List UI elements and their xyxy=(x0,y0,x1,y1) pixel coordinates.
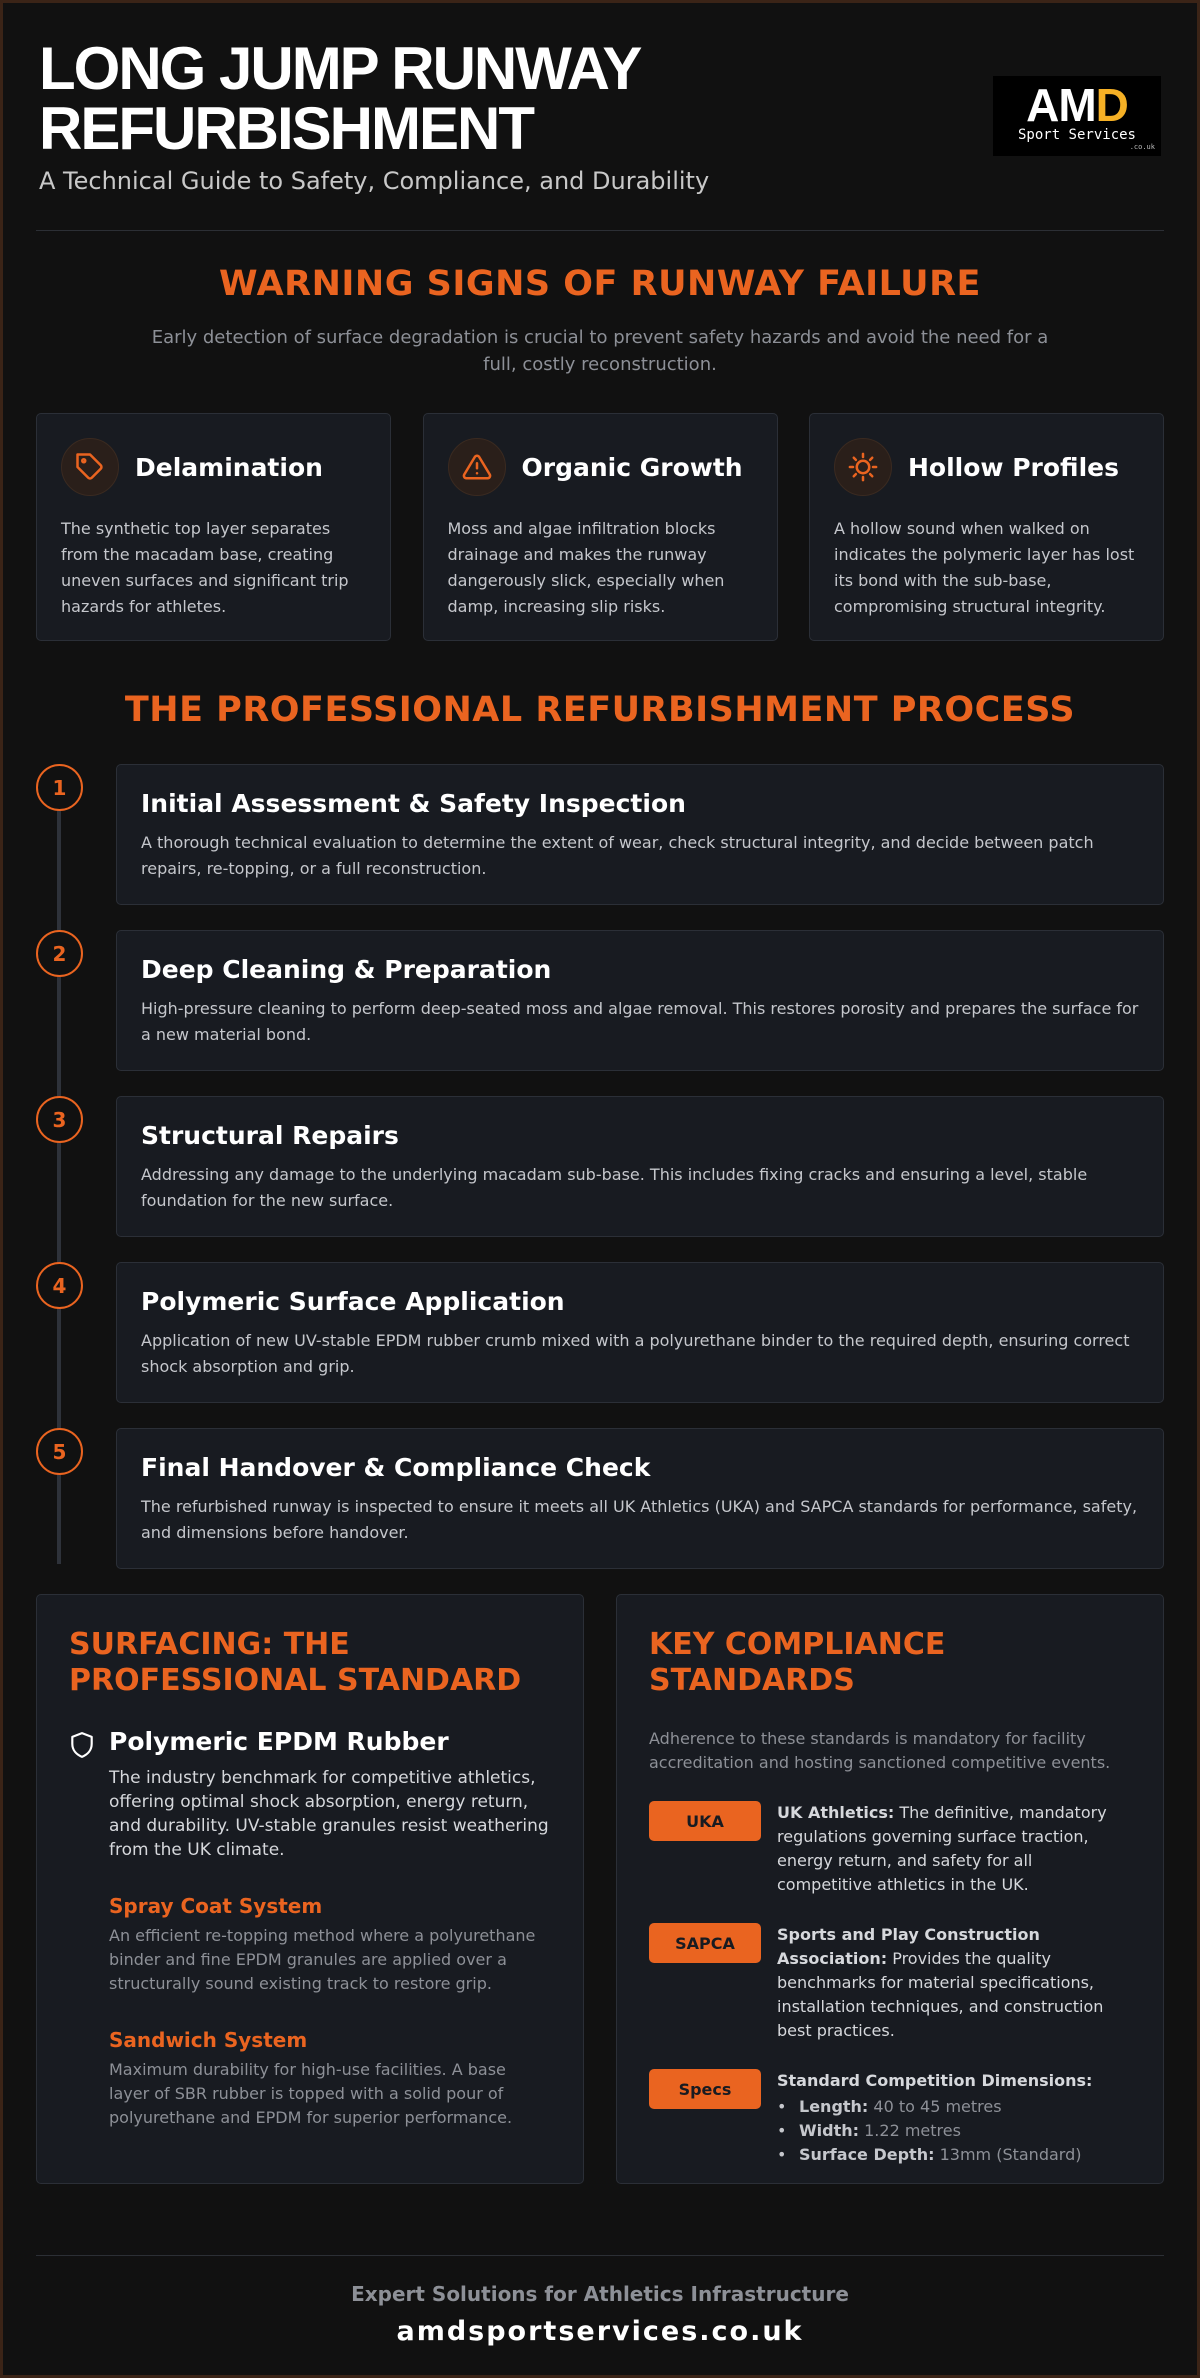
card-head xyxy=(61,438,366,496)
page-title: LONG JUMP RUNWAY REFURBISHMENT xyxy=(39,35,640,162)
logo-mark-white: AM xyxy=(1026,79,1096,131)
card-text: Moss and algae infiltration blocks drainage and makes the runway dangerously slick, especially when damp, increasing slip risks. xyxy=(447,519,725,616)
standard-specs xyxy=(649,2069,1131,2167)
standard-body xyxy=(777,1801,1131,1897)
specs-badge: Specs xyxy=(649,2069,761,2109)
process-step xyxy=(36,764,1164,905)
logo-mark xyxy=(993,76,1161,131)
process-step xyxy=(36,1262,1164,1403)
warning-section xyxy=(36,264,1164,641)
step-number: 3 xyxy=(36,1096,83,1143)
warning-cards xyxy=(36,413,1164,641)
step-number: 5 xyxy=(36,1428,83,1475)
uka-badge: UKA xyxy=(649,1801,761,1841)
page-subtitle: A Technical Guide to Safety, Compliance, and Durability xyxy=(39,167,710,195)
amd-logo xyxy=(993,76,1161,156)
standard-body xyxy=(777,1923,1131,2043)
process-step xyxy=(36,1096,1164,1237)
standard-label: UK Athletics: xyxy=(777,1803,895,1822)
sun-icon xyxy=(834,438,892,496)
compliance-intro: Adherence to these standards is mandatory for facility accreditation and hosting sanctioned competitive events. xyxy=(649,1729,1111,1772)
spray-coat-title: Spray Coat System xyxy=(109,1894,323,1918)
list-item xyxy=(777,2095,1092,2119)
warning-triangle-icon xyxy=(448,438,506,496)
standard-sapca xyxy=(649,1923,1131,2043)
process-section xyxy=(36,690,1164,1569)
card-text: A hollow sound when walked on indicates the polymeric layer has lost its bond with the sub-base, compromising structural integrity. xyxy=(834,519,1135,616)
surfacing-title: SURFACING: THE PROFESSIONAL STANDARD xyxy=(69,1627,522,1698)
card-title: Organic Growth xyxy=(521,452,743,482)
standard-label: Standard Competition Dimensions: xyxy=(777,2071,1093,2090)
step-title: Polymeric Surface Application xyxy=(141,1287,565,1316)
header xyxy=(36,3,1164,231)
standard-body xyxy=(777,2069,1092,2167)
dimension-key: Surface Depth: xyxy=(799,2145,935,2164)
step-text: High-pressure cleaning to perform deep-seated moss and algae removal. This restores porosity and prepares the surface for a new material bond. xyxy=(141,999,1139,1044)
footer-url[interactable]: amdsportservices.co.uk xyxy=(396,2316,804,2347)
shield-icon xyxy=(69,1727,109,1862)
dimension-value: 1.22 metres xyxy=(859,2121,961,2140)
list-item xyxy=(777,2119,1092,2143)
dimension-value: 13mm (Standard) xyxy=(934,2145,1082,2164)
step-number: 2 xyxy=(36,930,83,977)
dimension-key: Width: xyxy=(799,2121,860,2140)
step-card xyxy=(116,930,1164,1071)
list-item xyxy=(777,2143,1092,2167)
step-title: Structural Repairs xyxy=(141,1121,399,1150)
warning-card-organic-growth xyxy=(423,413,778,641)
warning-title: WARNING SIGNS OF RUNWAY FAILURE xyxy=(219,264,981,304)
surfacing-panel xyxy=(36,1594,584,2184)
step-card xyxy=(116,1428,1164,1569)
spray-coat-text: An efficient re-topping method where a polyurethane binder and fine EPDM granules are applied over a structurally sound existing track to restore grip. xyxy=(109,1926,536,1993)
standard-label: Sports and Play Construction Association: xyxy=(777,1925,1040,1968)
standard-text: Provides the quality benchmarks for material specifications, installation techniques, and construction best practices. xyxy=(777,1949,1104,2040)
footer-tagline: Expert Solutions for Athletics Infrastructure xyxy=(351,2282,849,2306)
warning-card-delamination xyxy=(36,413,391,641)
compliance-title: KEY COMPLIANCE STANDARDS xyxy=(649,1627,946,1698)
compliance-panel xyxy=(616,1594,1164,2184)
card-title: Hollow Profiles xyxy=(908,452,1119,482)
step-number: 1 xyxy=(36,764,83,811)
step-text: A thorough technical evaluation to determine the extent of wear, check structural integrity, and decide between patch repairs, re-topping, or a full reconstruction. xyxy=(141,833,1094,878)
footer xyxy=(36,2255,1164,2347)
process-step xyxy=(36,930,1164,1071)
card-text: The synthetic top layer separates from the macadam base, creating uneven surfaces and significant trip hazards for athletes. xyxy=(61,519,349,616)
card-head xyxy=(834,438,1139,496)
process-step xyxy=(36,1428,1164,1569)
logo-tld: .co.uk xyxy=(1129,143,1155,151)
step-title: Initial Assessment & Safety Inspection xyxy=(141,789,686,818)
process-title: THE PROFESSIONAL REFURBISHMENT PROCESS xyxy=(124,690,1076,730)
dimension-key: Length: xyxy=(799,2097,869,2116)
step-title: Final Handover & Compliance Check xyxy=(141,1453,651,1482)
sandwich-text: Maximum durability for high-use facilities. A base layer of SBR rubber is topped with a solid pour of polyurethane and EPDM for superior performance. xyxy=(109,2060,513,2127)
feature-title: Polymeric EPDM Rubber xyxy=(109,1727,449,1756)
step-text: The refurbished runway is inspected to ensure it meets all UK Athletics (UKA) and SAPCA standards for performance, safety, and dimensions before handover. xyxy=(141,1497,1138,1542)
sandwich-title: Sandwich System xyxy=(109,2028,308,2052)
feature-text: The industry benchmark for competitive athletics, offering optimal shock absorption, energy return, and durability. UV-stable granules resist weathering from the UK climate. xyxy=(109,1768,549,1860)
warning-card-hollow-profiles xyxy=(809,413,1164,641)
feature-body xyxy=(109,1727,551,1862)
epdm-feature xyxy=(69,1727,551,1862)
logo-mark-yellow: D xyxy=(1095,79,1128,131)
standard-text: The definitive, mandatory regulations governing surface traction, energy return, and safety for all competitive athletics in the UK. xyxy=(777,1803,1107,1894)
sapca-badge: SAPCA xyxy=(649,1923,761,1963)
warning-intro: Early detection of surface degradation is crucial to prevent safety hazards and avoid the need for a full, costly reconstruction. xyxy=(151,327,1049,375)
step-text: Addressing any damage to the underlying macadam sub-base. This includes fixing cracks and ensuring a level, stable foundation for the new surface. xyxy=(141,1165,1088,1210)
card-title: Delamination xyxy=(135,452,323,482)
step-text: Application of new UV-stable EPDM rubber crumb mixed with a polyurethane binder to the required depth, ensuring correct shock absorption and grip. xyxy=(141,1331,1130,1376)
step-number: 4 xyxy=(36,1262,83,1309)
process-steps xyxy=(36,764,1164,1569)
standard-uka xyxy=(649,1801,1131,1897)
logo-sub: Sport Services xyxy=(1017,127,1136,143)
step-card xyxy=(116,1262,1164,1403)
step-title: Deep Cleaning & Preparation xyxy=(141,955,552,984)
dimension-list xyxy=(777,2095,1092,2167)
bottom-panels xyxy=(36,1594,1164,2184)
step-card xyxy=(116,764,1164,905)
tag-icon xyxy=(61,438,119,496)
card-head xyxy=(448,438,753,496)
dimension-value: 40 to 45 metres xyxy=(868,2097,1002,2116)
step-card xyxy=(116,1096,1164,1237)
